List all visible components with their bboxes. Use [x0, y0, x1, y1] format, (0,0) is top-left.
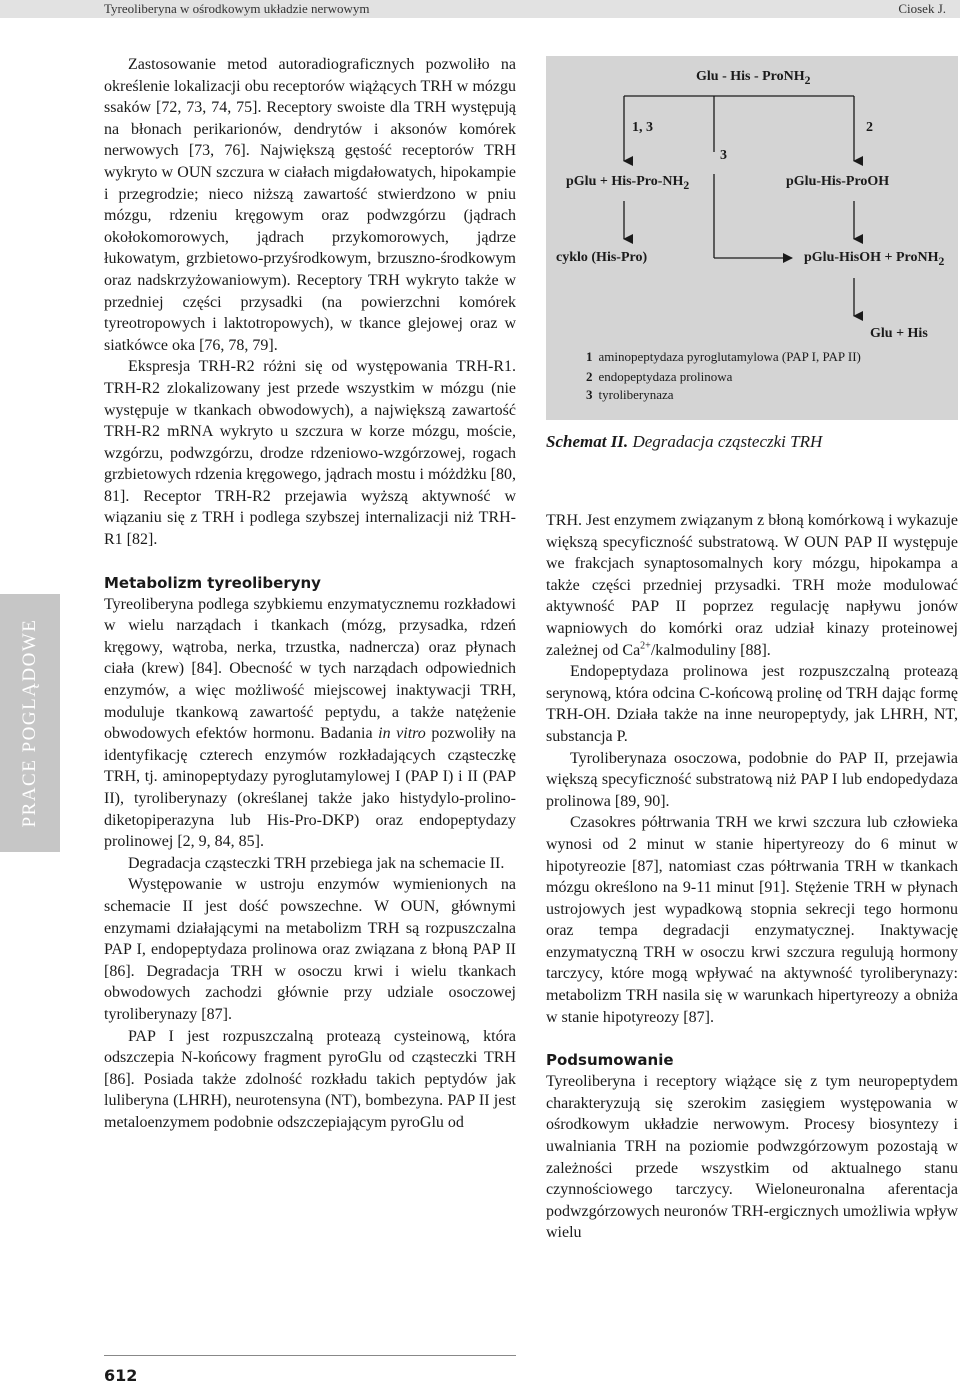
node-cyclo-his-pro: cyklo (His-Pro) [556, 250, 648, 265]
paragraph: TRH. Jest enzymem związanym z błoną komórkową i wykazuje większą specyficzność substratową. W OUN PAP II występuje we frakcjach synaptosomalnych kory mózgu, hipokampa a także części przedniej przysadki. TRH może modulować aktywność PAP II poprzez regulację napływu jonów wapniowych do komórki oraz udział kinazy proteinowej zależnej od $Ca^{2+}$/kalmoduliny [88]. [546, 512, 958, 659]
legend-item-3: 3 tyroliberynaza [586, 387, 674, 402]
scheme-diagram [546, 56, 958, 420]
header-title: Tyreoliberyna w ośrodkowym układzie nerwowym [104, 1, 370, 16]
node-pglu-hisprolnh2: pGlu + His-$Pro-NH_2$ [566, 174, 690, 192]
label-enzyme-1-3: 1, 3 [632, 120, 653, 135]
side-tab-label: PRACE POGLĄDOWE [19, 618, 40, 828]
paragraph: Tyroliberynaza osoczowa, podobnie do PAP II, przejawia większą specyficzność substratową niż PAP I lub endopedydaza prolinowa [89, 90]. [546, 749, 958, 810]
label-enzyme-2: 2 [866, 120, 873, 135]
paragraph: Degradacja cząsteczki TRH przebiega jak na schemacie II. [128, 854, 505, 872]
section-heading-summary: Podsumowanie [546, 1051, 674, 1070]
section-heading-metabolism: Metabolizm tyreoliberyny [104, 573, 321, 592]
paragraph: Zastosowanie metod autoradiograficznych pozwoliło na określenie lokalizacji obu receptorów wiążących TRH w mózgu ssaków [72, 73, 74, 75]. Receptory swoiste dla TRH występują na błonach perikarionów, dendrytów i aksonów komórek nerwowych [73, 76]. Największą gęstość receptorów TRH wykryto w OUN szczura w ciałach migdałowatych, hipokampie i przegrodzie; nieco niższą zawartość stwierdzono w pniu mózgu, rdzeniu kręgowym oraz podwzgórzu (jądrach okołokomorowych, jądrach przykomorowych, jądrze łukowatym, grzbietowo-przyśrodkowym, brzuszno-środkowym oraz nadskrzyżowaniowym). Receptory TRH wykryto także w przedniej części przysadki (na powierzchni komórek tyreotropowych i laktotropowych), w tkance glejowej oraz w siatkówce oka [76, 78, 79]. [104, 56, 516, 354]
node-glu-his: Glu + His [870, 326, 928, 341]
left-column [104, 54, 516, 1134]
paragraph: Występowanie w ustroju enzymów wymienionych na schemacie II jest dość powszechne. W OUN, głównymi enzymami działającymi na metabolizm TRH są rozpuszczalna PAP I, endopeptydaza prolinowa oraz związana z błoną PAP II [86]. Degradacja TRH w osoczu krwi i wielu tkankach obwodowych zachodzi głównie przy udziale osoczowej tyroliberynazy [87]. [104, 876, 516, 1023]
paragraph: Tyreoliberyna podlega szybkiemu enzymatycznemu rozkładowi w wielu narządach i tkankach (mózg, przysadka, rdzeń kręgowy, wątroba, nerka, trzustka, nadnercza) oraz płynach ciała (krew) [84]. Obecność w tych narządach odpowiednich enzymów, a więc możliwość miejscowej inaktywacji TRH, moduluje tkankową zawartość peptydu, a także natężenie obwodowych efektów hormonu. Badania in vitro pozwoliły na identyfikację czterech enzymów rozkładających cząsteczkę TRH, tj. aminopeptydazy pyroglutamylowej I (PAP I) i II (PAP II), tyroliberynazy (określanej także jako histydylo-prolino-diketopiperazyna lub His-Pro-DKP) oraz endopeptydazy prolinowej [2, 9, 84, 85]. [104, 595, 517, 851]
label-enzyme-3: 3 [720, 148, 727, 163]
paragraph: Czasokres półtrwania TRH we krwi szczura lub człowieka wynosi od 2 minut w stanie hipertyreozy do 6 minut w hipotyreozie [87], natomiast czas półtrwania TRH w tkankach mózgu określono na 9-11 minut [91]. Stężenie TRH w płynach ustrojowych jest wypadkową stopnia sekrecji tego hormonu oraz tempa degradacji enzymatycznej. Inaktywację enzymatyczną TRH w osoczu krwi szczura regulują hormony tarczycy, które mogą wpływać na aktywność tyroliberynazy: metabolizm TRH nasila się w warunkach hipertyreozy a obniża w stanie hipotyreozy [87]. [546, 814, 958, 1026]
footer-rule [104, 1355, 516, 1356]
node-pglu-hisprooh: pGlu-His-ProOH [786, 174, 890, 189]
legend-item-2: 2 endopeptydaza prolinowa [586, 369, 733, 384]
paragraph: Tyreoliberyna i receptory wiążące się z tym neuropeptydem charakteryzują się szerokim zasięgiem występowania w ośrodkowym układzie nerwowym. Procesy biosyntezy i uwalniania TRH na poziomie podwzgórzowym pozostają w zależności przede wszystkim od aktualnego stanu czynnościowego tarczycy. Wieloneuronalna aferentacja podwzgórzowych neuronów TRH-ergicznych umożliwia wpływ wielu [546, 1073, 958, 1242]
legend-item-1: 1 aminopeptydaza pyroglutamylowa (PAP I, PAP II) [586, 349, 861, 364]
running-header [0, 0, 960, 18]
page-number: 612 [104, 1366, 138, 1385]
section-side-tab [0, 594, 60, 852]
header-author: Ciosek J. [898, 1, 946, 16]
scheme-arrows [546, 56, 958, 420]
right-column [546, 510, 958, 1244]
paragraph: Endopeptydaza prolinowa jest rozpuszczalną proteazą serynową, która odcina C-końcową prolinę od TRH dając formę TRH-OH. Działa także na inne neuropeptydy, jak LHRH, NT, substancja P. [546, 663, 958, 745]
scheme-top-node: Glu - His - ProNH$_2$ [696, 69, 811, 87]
scheme-caption: Schemat II. Degradacja cząsteczki TRH [546, 432, 823, 451]
italic-term: in vitro [378, 725, 426, 743]
paragraph: PAP I jest rozpuszczalną proteazą cysteinową, która odszczepia N-końcowy fragment pyroGlu od cząsteczki TRH [86]. Posiada także zdolność rozkładu takich peptydów jak luliberyna (LHRH), neurotensyna (NT), bombezyna. PAP II jest metaloenzymem podobnie odszczepiającym pyroGlu od [104, 1027, 516, 1131]
paragraph: Ekspresja TRH-R2 różni się od występowania TRH-R1. TRH-R2 zlokalizowany jest przede wszystkim w mózgu (nie występuje w tkankach obwodowych), a największą zawartość TRH-R2 mRNA wykryto u szczura w korze mózgu, moście, wzgórzu, podwzgórzu, drodze rdzeniowo-wzgórzowej, rogach grzbietowych rdzenia kręgowego, jądrach mostu i móżdżku [80, 81]. Receptor TRH-R2 przejawia wyższą aktywność w wiązaniu się z TRH i podlega szybszej internalizacji niż TRH-R1 [82]. [104, 358, 516, 549]
node-pglu-hisoh-pronh2: pGlu-HisOH + ProNH$_2$ [804, 250, 945, 268]
